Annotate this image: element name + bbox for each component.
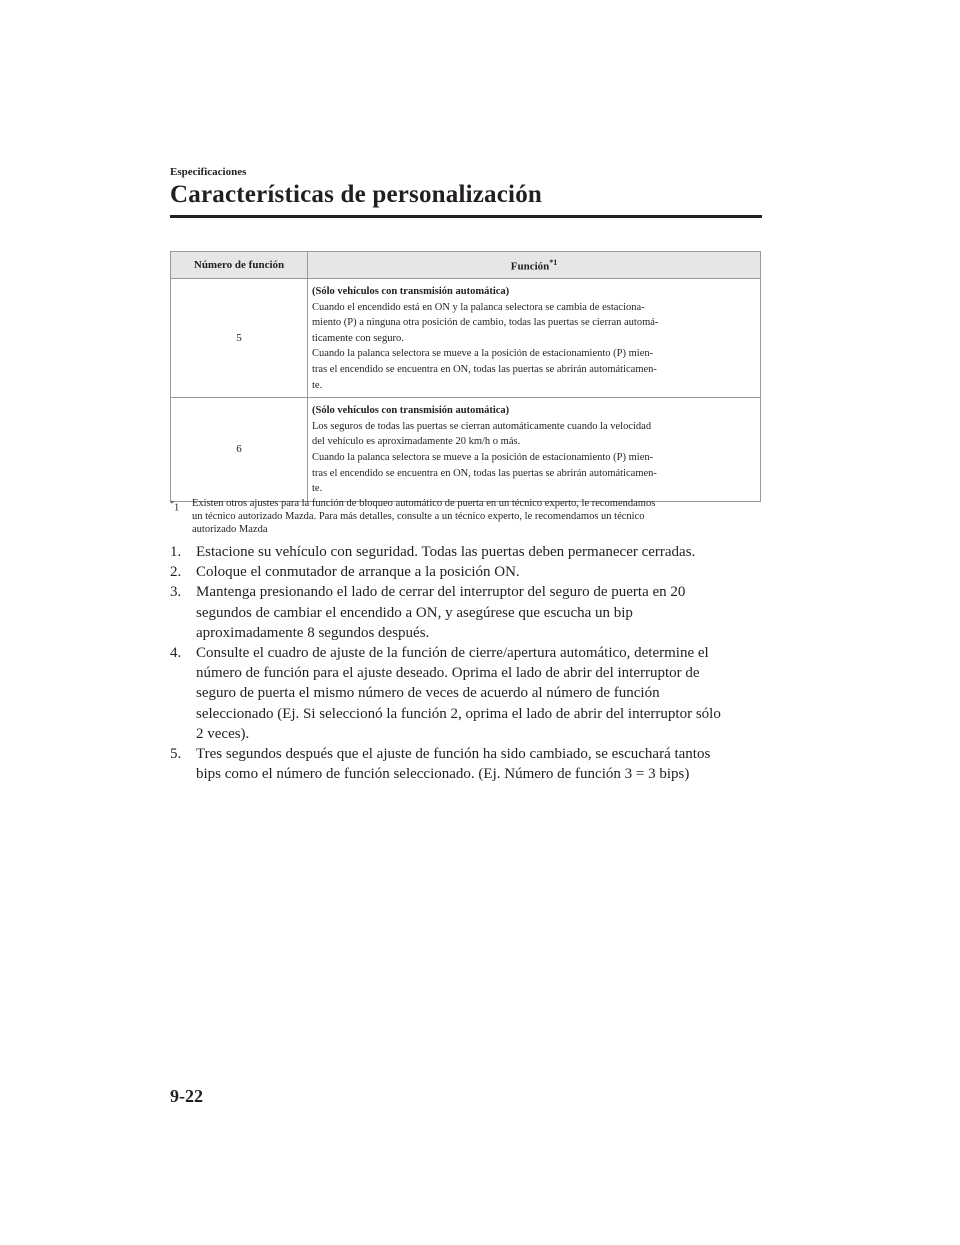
list-item [170, 582, 770, 643]
function-line: tras el encendido se encuentra en ON, todas las puertas se abrirán automáticamen- [312, 363, 657, 375]
header-function-label: Función [510, 260, 550, 273]
function-line: ticamente con seguro. [312, 332, 404, 344]
step-number: 3. [170, 584, 182, 601]
footnote-marker [170, 497, 179, 515]
title-divider [170, 215, 762, 218]
step-line: seguro de puerta el mismo número de veces de acuerdo al número de función [196, 685, 660, 702]
step-number: 1. [170, 544, 182, 560]
page-title: Características de personalización [170, 181, 542, 208]
step-number: 5. [170, 746, 182, 763]
step-line: Estacione su vehículo con seguridad. Todas las puertas deben permanecer cerradas. [196, 544, 696, 560]
function-line: miento (P) a ninguna otra posición de cambio, todas las puertas se cierran automá- [312, 317, 659, 329]
footnote-line: un técnico autorizado Mazda. Para más detalles, consulte a un técnico experto, le recomendamos un técnico [192, 511, 645, 522]
function-line: te. [312, 379, 323, 391]
footnote-number: 1 [174, 502, 180, 514]
function-line: te. [312, 483, 323, 495]
step-line: seleccionado (Ej. Si seleccionó la función 2, oprima el lado de abrir del interruptor sólo [196, 705, 721, 722]
section-label: Especificaciones [170, 166, 247, 178]
function-number: 6 [171, 398, 308, 502]
table-row [171, 279, 761, 398]
function-description [308, 279, 761, 398]
step-line: 2 veces). [196, 725, 250, 742]
step-line: Coloque el conmutador de arranque a la posición ON. [196, 564, 520, 581]
list-item [170, 562, 770, 582]
list-item [170, 643, 770, 744]
list-item [170, 744, 770, 784]
step-line: aproximadamente 8 segundos después. [196, 624, 430, 641]
footnote-star: * [170, 499, 174, 508]
function-line: tras el encendido se encuentra en ON, todas las puertas se abrirán automáticamen- [312, 467, 657, 479]
footnote-line: autorizado Mazda [192, 524, 268, 535]
step-line: segundos de cambiar el encendido a ON, y asegúrese que escucha un bip [196, 604, 633, 621]
footnote [170, 497, 765, 536]
header-function-note: *1 [549, 257, 558, 267]
function-line: Cuando la palanca selectora se mueve a la posición de estacionamiento (P) mien- [312, 348, 654, 360]
function-heading: (Sólo vehículos con transmisión automática) [312, 405, 510, 417]
function-table [170, 251, 761, 502]
list-item [170, 542, 770, 562]
table-row [171, 398, 761, 502]
step-line: Tres segundos después que el ajuste de función ha sido cambiado, se escuchará tantos [196, 746, 711, 763]
function-line: Cuando la palanca selectora se mueve a la posición de estacionamiento (P) mien- [312, 451, 654, 463]
function-description [308, 398, 761, 502]
step-line: Consulte el cuadro de ajuste de la función de cierre/apertura automático, determine el [196, 645, 709, 662]
footnote-line: Existen otros ajustes para la función de bloqueo automático de puerta en un técnico experto, le recomendamos [192, 498, 656, 509]
instruction-steps [170, 542, 770, 784]
header-function-number: Número de función [171, 252, 308, 279]
page-number: 9-22 [170, 1086, 203, 1106]
function-line: Los seguros de todas las puertas se cierran automáticamente cuando la velocidad [312, 420, 652, 432]
function-number: 5 [171, 279, 308, 398]
function-line: Cuando el encendido está en ON y la palanca selectora se cambia de estaciona- [312, 301, 645, 313]
step-number: 4. [170, 645, 182, 662]
step-number: 2. [170, 564, 182, 581]
function-line: del vehículo es aproximadamente 20 km/h o más. [312, 436, 521, 448]
header-function [308, 252, 761, 279]
step-line: bips como el número de función seleccionado. (Ej. Número de función 3 = 3 bips) [196, 766, 690, 783]
step-line: número de función para el ajuste deseado. Oprima el lado de abrir del interruptor de [196, 665, 700, 682]
step-line: Mantenga presionando el lado de cerrar del interruptor del seguro de puerta en 20 [196, 584, 686, 601]
function-heading: (Sólo vehículos con transmisión automática) [312, 286, 510, 297]
